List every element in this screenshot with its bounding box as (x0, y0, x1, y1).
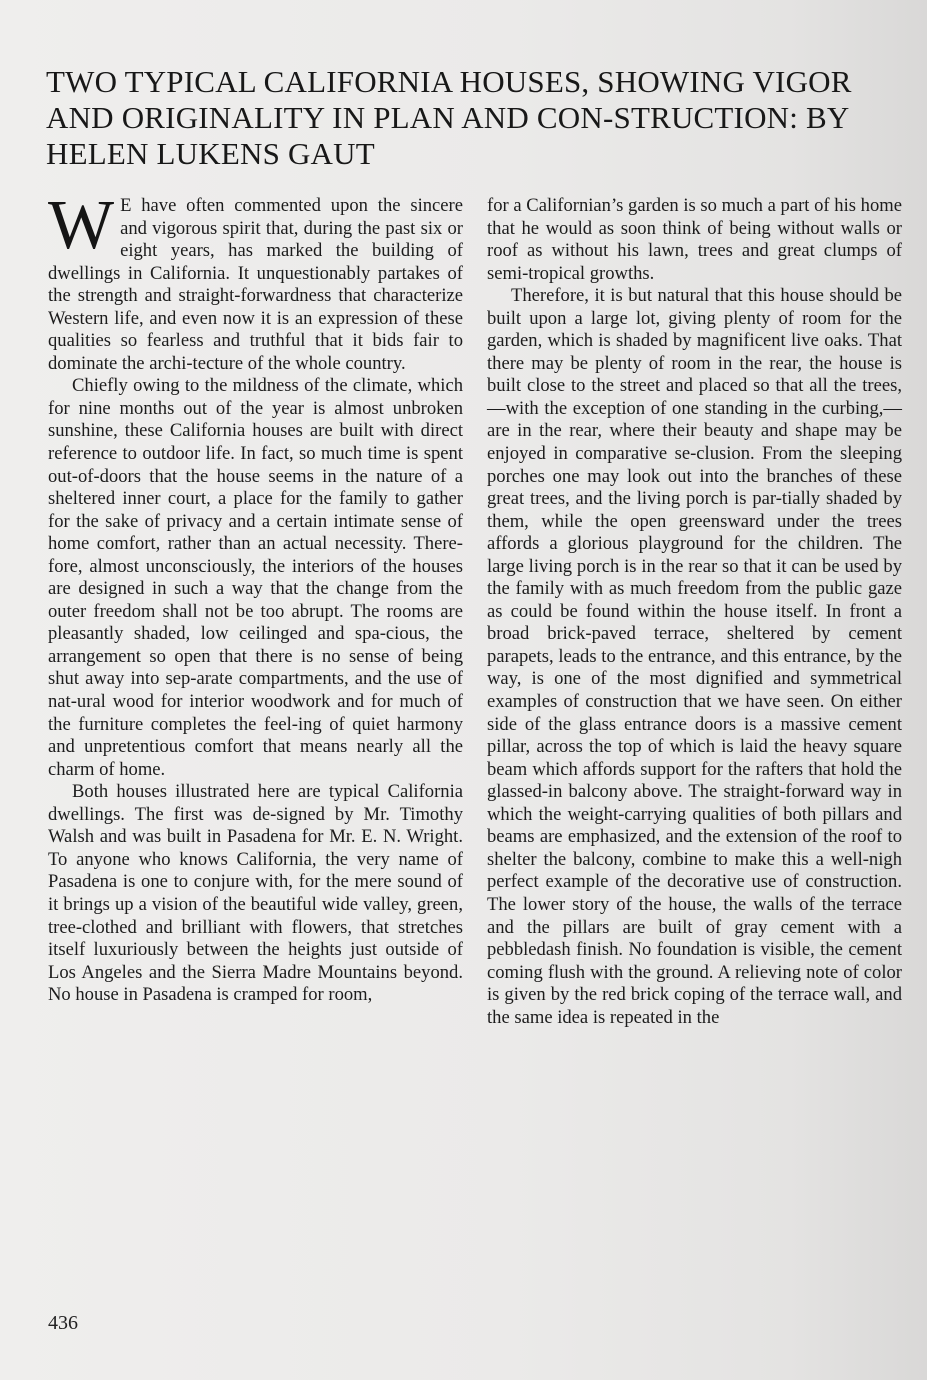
paragraph (48, 187, 463, 375)
paragraph-text: E have often commented upon the sincere and vigorous spirit that, during the past six or eight years, has marked the building of dwellings in California. It unquestionably partakes of the strength and straight-forwardness that characterize Western life, and even now it is an expression of these qualities so fearless and truthful that it bids fair to dominate the archi-tecture of the whole country. (48, 195, 463, 374)
right-column (487, 195, 902, 1029)
page-number: 436 (48, 1312, 78, 1334)
article-title: TWO TYPICAL CALIFORNIA HOUSES, SHOWING VIGOR AND ORIGINALITY IN PLAN AND CON-STRUCTION: BY HELEN LUKENS GAUT (46, 64, 852, 171)
drop-cap: W (48, 187, 115, 264)
paragraph: Therefore, it is but natural that this house should be built upon a large lot, giving plenty of room for the garden, which is shaded by magnificent live oaks. That there may be plenty of room in the rear, the house is built close to the street and placed so that all the trees,—with the exception of one standing in the curbing,— are in the rear, where their beauty and shape may be enjoyed in comparative se-clusion. From the sleeping porches one may look out into the branches of these great trees, and the living porch is par-tially shaded by them, while the open greensward under the trees affords a glorious playground for the children. The large living porch is in the rear so that it can be used by the family with as much freedom from the public gaze as could be found within the house itself. In front a broad brick-paved terrace, sheltered by cement parapets, leads to the entrance, and this entrance, by the way, is one of the most dignified and symmetrical examples of construction that we have seen. On either side of the glass entrance doors is a massive cement pillar, across the top of which is laid the heavy square beam which affords support for the rafters that hold the glassed-in balcony above. The straight-forward way in which the weight-carrying qualities of both pillars and beams are emphasized, and the extension of the roof to shelter the balcony, combine to make this a well-nigh perfect example of the decorative use of construction. The lower story of the house, the walls of the terrace and the pillars are built of gray cement with a pebbledash finish. No foundation is visible, the cement coming flush with the ground. A relieving note of color is given by the red brick coping of the terrace wall, and the same idea is repeated in the (487, 285, 902, 1028)
left-column (48, 187, 463, 1007)
paragraph: Chiefly owing to the mildness of the climate, which for nine months out of the year is almost unbroken sunshine, these California houses are built with direct reference to outdoor life. In fact, so much time is spent out-of-doors that the house seems in the nature of a sheltered inner court, a place for the family to gather for the sake of privacy and a certain intimate sense of home comfort, rather than an actual necessity. There-fore, almost unconsciously, the interiors of the houses are designed in such a way that the change from the outer freedom shall not be too abrupt. The rooms are pleasantly shaded, low ceilinged and spa-cious, the arrangement so open that there is no sense of being shut away into sep-arate compartments, and the use of nat-ural wood for interior woodwork and for much of the furniture completes the feel-ing of quiet harmony and unpretentious comfort that means nearly all the charm of home. (48, 375, 463, 780)
paragraph: for a Californian’s garden is so much a part of his home that he would as soon think of being without walls or roof as without his lawn, trees and great clumps of semi-tropical growths. (487, 195, 902, 284)
paragraph: Both houses illustrated here are typical California dwellings. The first was de-signed by Mr. Timothy Walsh and was built in Pasadena for Mr. E. N. Wright. To anyone who knows California, the very name of Pasadena is one to conjure with, for the mere sound of it brings up a vision of the beautiful wide valley, green, tree-clothed and brilliant with flowers, that stretches itself luxuriously between the heights just outside of Los Angeles and the Sierra Madre Mountains beyond. No house in Pasadena is cramped for room, (48, 781, 463, 1006)
